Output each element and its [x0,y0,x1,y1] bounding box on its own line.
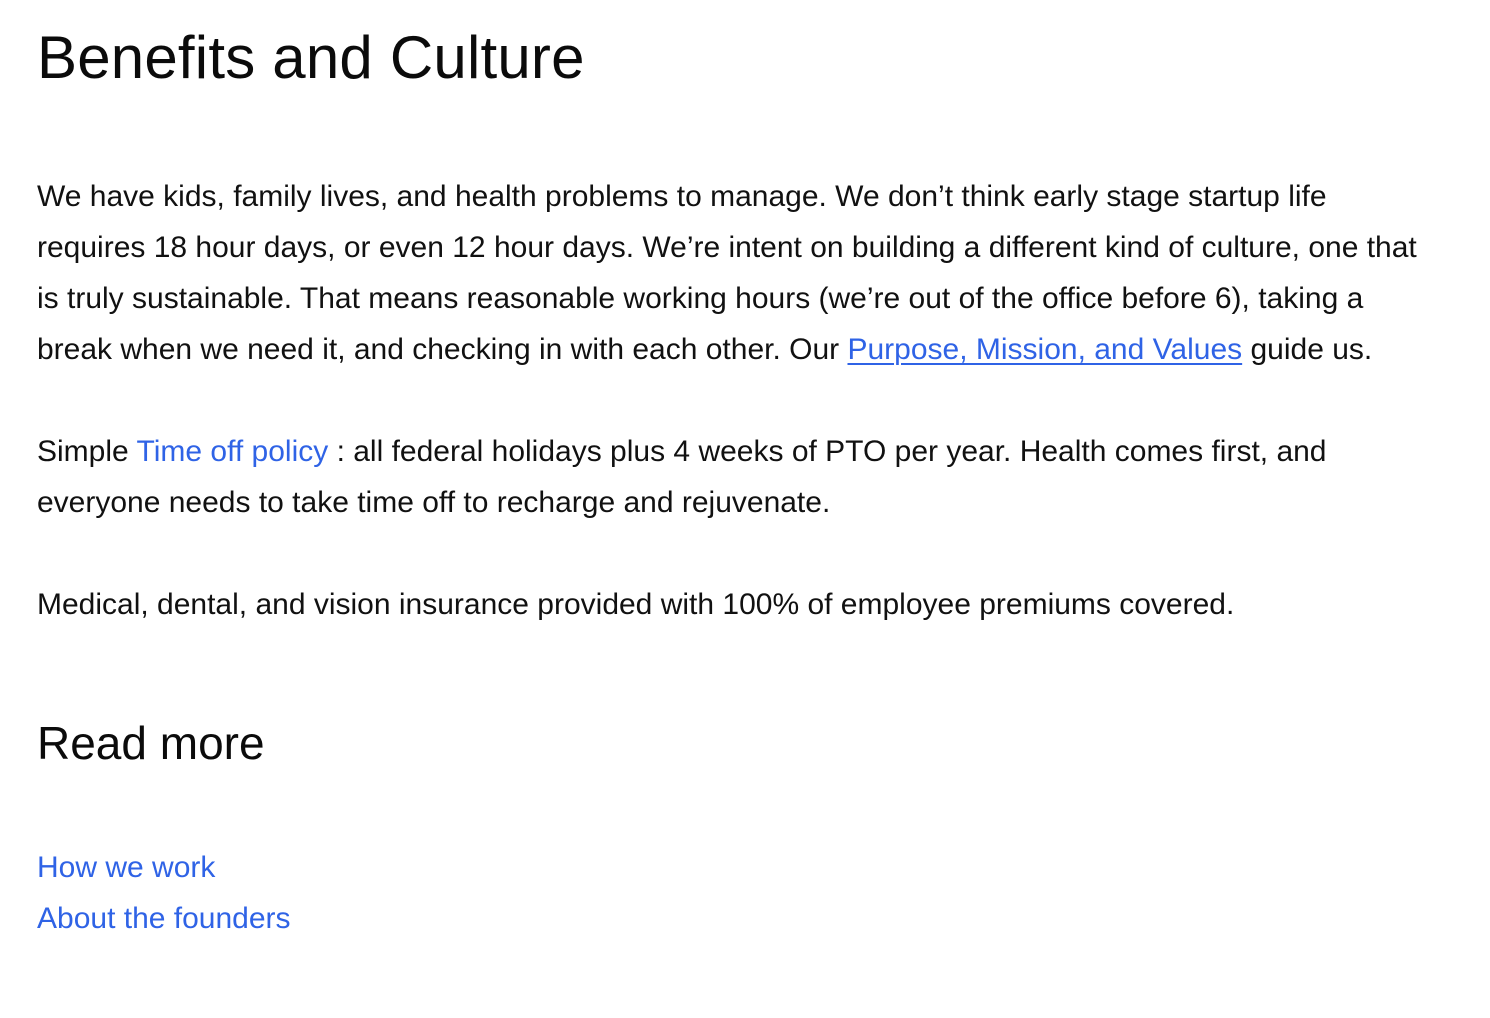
page-title: Benefits and Culture [37,24,585,91]
purpose-mission-values-link[interactable]: Purpose, Mission, and Values [847,333,1243,366]
insurance-paragraph: Medical, dental, and vision insurance provided with 100% of employee premiums covered. [37,588,1235,621]
about-the-founders-link[interactable]: About the founders [37,902,291,935]
read-more-heading: Read more [37,717,265,769]
culture-text-after-link: guide us. [1242,333,1373,366]
read-more-list [37,842,1490,944]
list-item [37,842,1490,893]
time-off-policy-link[interactable]: Time off policy [136,435,329,468]
culture-paragraph [37,171,1437,375]
time-off-paragraph [37,426,1437,528]
time-off-text-after-link: : all federal holidays plus 4 weeks of PTO per year. Health comes first, and everyone needs to take time off to recharge and rejuvenate. [37,435,1327,519]
list-item [37,893,1490,944]
time-off-text-before-link: Simple [37,435,137,468]
culture-text-before-link: We have kids, family lives, and health problems to manage. We don’t think early stage startup life requires 18 hour days, or even 12 hour days. We’re intent on building a different kind of culture, one that is truly sustainable. That means reasonable working hours (we’re out of the office before 6), taking a break when we need it, and checking in with each other. Our [37,180,1417,366]
how-we-work-link[interactable]: How we work [37,851,216,884]
